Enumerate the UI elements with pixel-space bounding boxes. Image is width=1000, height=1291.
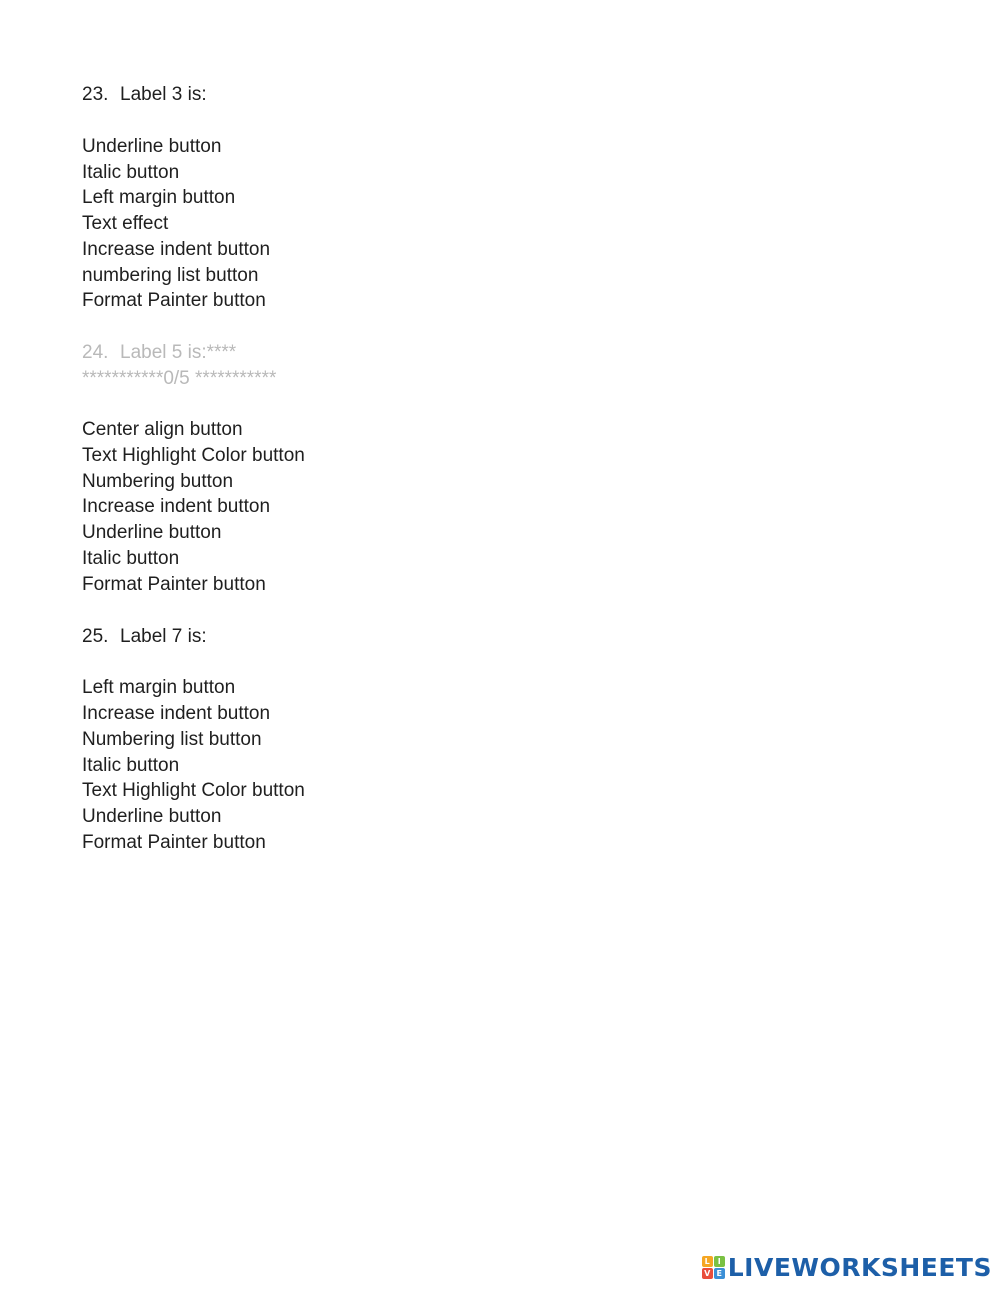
logo-letter: E (714, 1268, 725, 1279)
option-list (82, 675, 782, 856)
option-item[interactable]: Format Painter button (82, 573, 266, 595)
option-item[interactable]: Format Painter button (82, 290, 266, 312)
score-line: ***********0/5 *********** (82, 367, 277, 389)
worksheet-page (82, 82, 782, 882)
liveworksheets-logo (702, 1253, 992, 1282)
option-item[interactable]: Numbering list button (82, 728, 262, 750)
option-item[interactable]: Left margin button (82, 187, 236, 209)
option-item[interactable]: Underline button (82, 806, 222, 828)
option-item[interactable]: Center align button (82, 418, 243, 440)
question-number: 24. (82, 342, 109, 364)
question-prompt (82, 82, 782, 108)
option-item[interactable]: Increase indent button (82, 238, 271, 260)
option-item[interactable]: Italic button (82, 754, 180, 776)
logo-letter: V (702, 1268, 713, 1279)
option-item[interactable]: Underline button (82, 135, 222, 157)
question-prompt (82, 340, 782, 366)
logo-letter: L (702, 1256, 713, 1267)
option-item[interactable]: Text Highlight Color button (82, 444, 305, 466)
question-23 (82, 82, 782, 314)
question-25 (82, 624, 782, 856)
option-item[interactable]: Left margin button (82, 677, 236, 699)
logo-mark-icon (702, 1256, 725, 1279)
question-number: 25. (82, 625, 109, 647)
option-item[interactable]: Text effect (82, 213, 169, 235)
option-item[interactable]: Text Highlight Color button (82, 780, 305, 802)
question-prompt (82, 624, 782, 650)
question-text: Label 3 is: (120, 84, 207, 105)
question-text: Label 7 is: (120, 625, 207, 647)
option-item[interactable]: Increase indent button (82, 703, 271, 725)
option-item[interactable]: Italic button (82, 161, 180, 183)
option-item[interactable]: Italic button (82, 547, 180, 569)
option-item[interactable]: numbering list button (82, 264, 259, 286)
option-list (82, 134, 782, 315)
question-24 (82, 340, 782, 597)
logo-letter: I (714, 1256, 725, 1267)
option-item[interactable]: Underline button (82, 522, 222, 544)
option-item[interactable]: Increase indent button (82, 496, 271, 518)
question-number: 23. (82, 84, 109, 105)
logo-text: LIVEWORKSHEETS (727, 1253, 992, 1282)
question-text: Label 5 is:**** (120, 342, 237, 364)
option-item[interactable]: Numbering button (82, 470, 234, 492)
option-item[interactable]: Format Painter button (82, 832, 266, 854)
option-list (82, 417, 782, 598)
